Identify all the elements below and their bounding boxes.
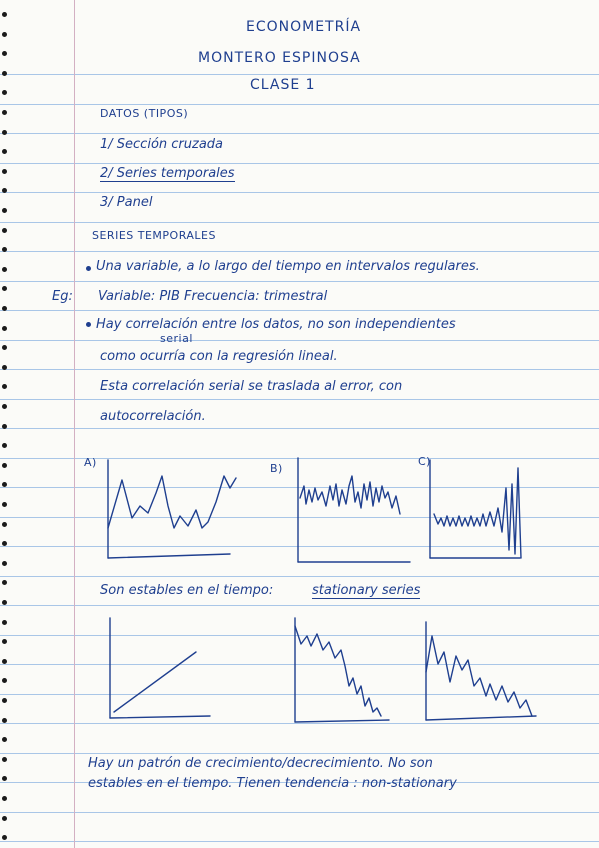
stationary-term: stationary series	[312, 583, 421, 598]
binder-hole	[2, 365, 7, 370]
binder-hole	[2, 51, 7, 56]
binder-hole	[2, 600, 7, 605]
binder-hole	[2, 757, 7, 762]
class-number: CLASE 1	[250, 77, 316, 93]
binder-hole	[2, 522, 7, 527]
binder-hole	[2, 306, 7, 311]
ruled-line	[0, 74, 599, 75]
binder-hole	[2, 71, 7, 76]
binder-hole	[2, 169, 7, 174]
ruled-line	[0, 163, 599, 164]
binder-hole	[2, 32, 7, 37]
binder-hole	[2, 267, 7, 272]
binder-hole	[2, 110, 7, 115]
binder-hole	[2, 561, 7, 566]
series-line-5: Esta correlación serial se traslada al error, con	[100, 379, 403, 394]
trend-line-1: Hay un patrón de crecimiento/decrecimiento. No son	[88, 756, 433, 771]
series-line-4: como ocurría con la regresión lineal.	[100, 349, 338, 364]
binder-hole	[2, 835, 7, 840]
binder-hole	[2, 502, 7, 507]
binder-hole	[2, 580, 7, 585]
binder-hole	[2, 90, 7, 95]
binder-hole	[2, 443, 7, 448]
binder-hole	[2, 149, 7, 154]
series-line-6: autocorrelación.	[100, 409, 206, 424]
trend-line-2: estables en el tiempo. Tienen tendencia : non-stationary	[88, 776, 457, 791]
ruled-line	[0, 576, 599, 577]
binder-hole	[2, 659, 7, 664]
binder-hole	[2, 404, 7, 409]
sketch-graph-b	[288, 456, 428, 566]
margin-line	[74, 0, 75, 848]
ruled-line	[0, 340, 599, 341]
sketch-decreasing-volatile	[418, 616, 548, 726]
graph-label-b: B)	[270, 462, 283, 475]
datos-item-3: 3/ Panel	[100, 195, 153, 210]
binder-hole	[2, 247, 7, 252]
teacher-name: MONTERO ESPINOSA	[198, 50, 361, 66]
series-line-2: Variable: PIB Frecuencia: trimestral	[98, 289, 328, 304]
ruled-line	[0, 281, 599, 282]
binder-hole	[2, 541, 7, 546]
binder-hole	[2, 620, 7, 625]
series-line-3-insert: serial	[160, 332, 193, 345]
sketch-graph-c	[420, 454, 540, 574]
ruled-line	[0, 310, 599, 311]
ruled-line	[0, 753, 599, 754]
datos-item-1: 1/ Sección cruzada	[100, 137, 224, 152]
binder-hole	[2, 776, 7, 781]
ruled-line	[0, 104, 599, 105]
binder-hole	[2, 228, 7, 233]
example-prefix: Eg:	[52, 289, 73, 304]
series-line-1: Una variable, a lo largo del tiempo en intervalos regulares.	[96, 259, 480, 274]
binder-hole	[2, 12, 7, 17]
ruled-line	[0, 222, 599, 223]
bullet	[86, 322, 91, 327]
sketch-trend-line	[100, 612, 220, 722]
binder-hole	[2, 208, 7, 213]
subject-title: ECONOMETRÍA	[246, 19, 362, 35]
binder-hole	[2, 424, 7, 429]
ruled-line	[0, 192, 599, 193]
ruled-line	[0, 428, 599, 429]
series-line-3: Hay correlación entre los datos, no son independientes	[96, 317, 456, 332]
graph-label-c: C)	[418, 455, 431, 468]
binder-hole	[2, 816, 7, 821]
binder-hole	[2, 384, 7, 389]
sketch-decreasing-trend	[285, 616, 395, 726]
binder-hole	[2, 188, 7, 193]
datos-heading: DATOS (TIPOS)	[100, 107, 189, 120]
binder-hole	[2, 345, 7, 350]
binder-hole	[2, 482, 7, 487]
binder-hole	[2, 463, 7, 468]
datos-item-2: 2/ Series temporales	[100, 166, 235, 181]
binder-hole	[2, 678, 7, 683]
ruled-line	[0, 251, 599, 252]
binder-hole	[2, 286, 7, 291]
ruled-line	[0, 812, 599, 813]
binder-hole	[2, 737, 7, 742]
sketch-graph-a	[100, 458, 260, 568]
ruled-line	[0, 133, 599, 134]
binder-hole	[2, 130, 7, 135]
bullet	[86, 266, 91, 271]
ruled-line	[0, 605, 599, 606]
binder-hole	[2, 796, 7, 801]
ruled-line	[0, 399, 599, 400]
binder-hole	[2, 718, 7, 723]
graph-label-a: A)	[84, 456, 97, 469]
binder-hole	[2, 639, 7, 644]
binder-hole	[2, 698, 7, 703]
binder-hole	[2, 326, 7, 331]
series-heading: SERIES TEMPORALES	[92, 229, 216, 242]
stable-text: Son estables en el tiempo:	[100, 583, 274, 598]
ruled-line	[0, 841, 599, 842]
ruled-line	[0, 369, 599, 370]
